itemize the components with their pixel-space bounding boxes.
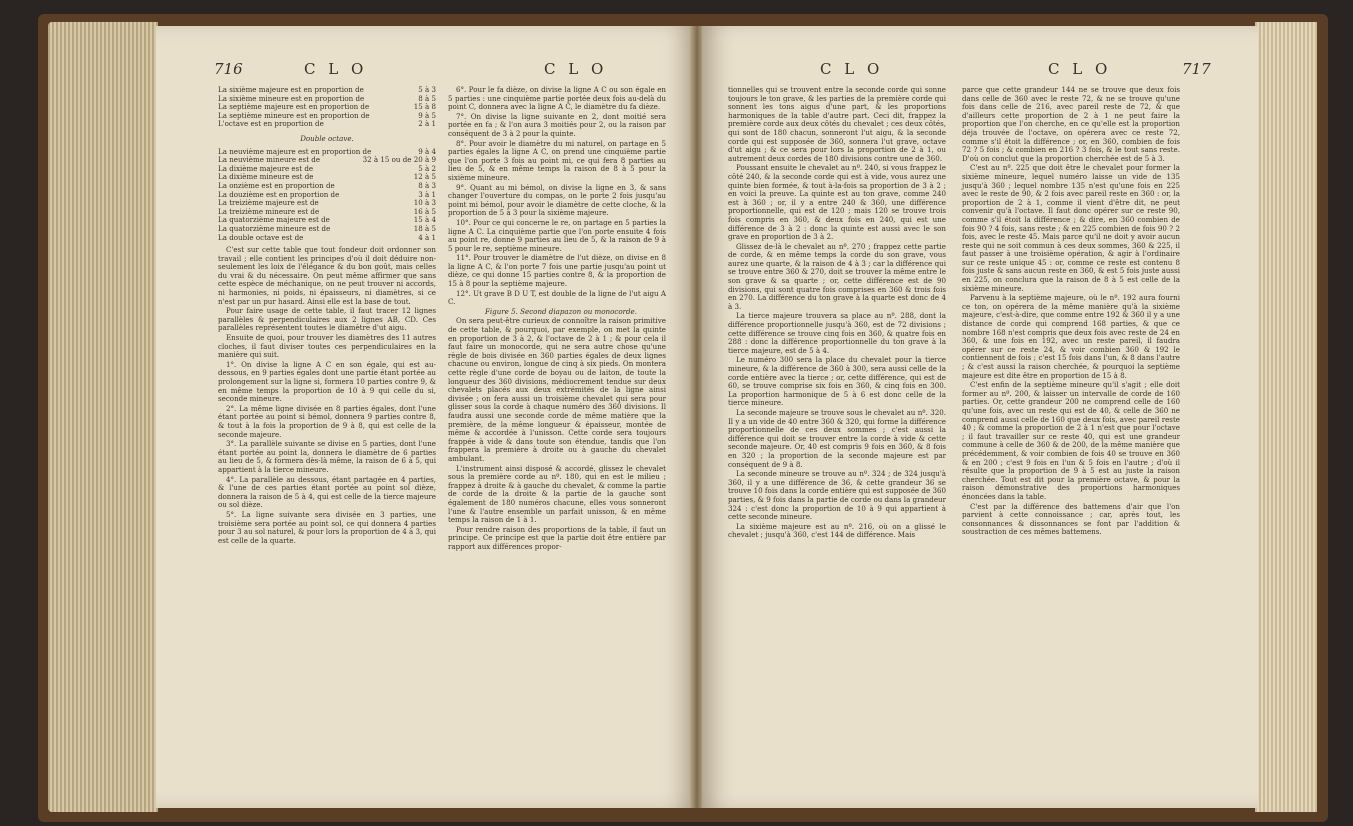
running-head: C L O: [304, 60, 368, 78]
paragraph: Le numéro 300 sera la place du chevalet pour la tierce mineure, & la différence de 360 à 300, sera aussi celle de la corde entière avec la tierce ; or, cette différence, qui est de 60, se trouve comprise six fois en 360, & cinq fois en 300. La proportion harmonique de 5 à 6 est donc celle de la tierce mineure.: [728, 355, 946, 408]
paragraph: 9°. Quant au mi bémol, on divise la ligne en 3, & sans changer l'ouverture du compas, on le porte 2 fois jusqu'au point mi bémol, pour avoir le diamètre de cette cloche, & la proportion de 5 à 3 pour la sixième majeure.: [448, 182, 666, 218]
right-page-column-2: [962, 86, 1180, 538]
table-row: La quatorzième majeure est de 15 à 4: [218, 215, 436, 225]
paragraph: Ensuite de quoi, pour trouver les diamètres des 11 autres cloches, il faut diviser toutes ces perpendiculaires en la manière qui suit.: [218, 333, 436, 360]
interval-table-1: [218, 86, 436, 129]
section-subhead: Double octave.: [300, 133, 354, 143]
right-page: [702, 26, 1258, 808]
left-page-column-2: [448, 86, 666, 552]
paragraph: 6°. Pour le fa dièze, on divise la ligne A C ou son égale en 5 parties : une cinquième partie portée deux fois au-delà du point C, donnera avec la ligne A C, le diamètre du fa dièze.: [448, 85, 666, 112]
paragraph: 3°. La parallèle suivante se divise en 5 parties, dont l'une étant portée au point la, donnera le diamètre de 6 parties au lieu de 5, & formera dès-là même, la raison de 6 à 5, qui appartient à la tierce mineure.: [218, 439, 436, 474]
interval-table-2: [218, 148, 436, 243]
left-page: [156, 26, 694, 808]
paragraph: C'est au nº. 225 que doit être le chevalet pour former la sixième mineure, lequel numéro laisse un vide de 135 jusqu'à 360 ; lequel nombre 135 n'est qu'une fois en 225 avec le reste de 90, & 2 fois avec pareil reste en 360 : or, la proportion de 2 à 1, comme il vient d'être dit, ne peut convenir qu'à l'octave. Il faut donc opérer sur ce reste 90, comme s'il étoit la différence ; & dire, en 360 combien de fois 90 ? 4 fois, sans reste ; & en 225 combien de fois 90 ? 2 fois, avec le reste 45. Mais parce qu'il ne doit y avoir aucun reste qui ne soit commun à ces deux sommes, 360 & 225, il faut passer à une troisième opération, & agir à l'ordinaire sur ce reste unique 45 : or, comme ce reste est contenu 8 fois juste & sans aucun reste en 360, & est 5 fois juste aussi en 225, on conclura que la raison de 8 à 5 est celle de la sixième mineure.: [962, 163, 1180, 293]
page-edges-left: [48, 22, 158, 812]
paragraph: C'est par la différence des battemens d'air que l'on parvient à cette connoissance ; car, après tout, les consonnances & dissonnances se font par l'addition & soustraction de ces mêmes battemens.: [962, 501, 1180, 537]
paragraph: 2°. La même ligne divisée en 8 parties égales, dont l'une étant portée au point si bémol, donnera 9 parties contre 8, & tout à la fois la proportion de 9 à 8, qui est celle de la seconde majeure.: [218, 403, 436, 439]
paragraph: 11°. Pour trouver le diamètre de l'ut dièze, on divise en 8 la ligne A C, & l'on porte 7 fois une partie jusqu'au point ut dièze, ce qui donne 15 parties contre 8, & la proportion de 15 à 8 pour la septième majeure.: [448, 253, 666, 289]
paragraph: Pour faire usage de cette table, il faut tracer 12 lignes parallèles & perpendiculaires aux 2 lignes AB, CD. Ces parallèles représentent toutes le diamètre d'ut aigu.: [218, 306, 436, 333]
table-row: La neuvième majeure est en proportion de 9 à 4: [218, 146, 436, 156]
left-page-column-1: [218, 86, 436, 546]
table-row: La neuvième mineure est de 32 à 15 ou de 20 à 9: [218, 155, 436, 165]
page-edges-right: [1255, 22, 1317, 812]
paragraph: 1°. On divise la ligne A C en son égale, qui est au-dessous, en 9 parties égales dont une partie étant portée au prolongement sur la ligne si, formera 10 parties contre 9, & en même temps la proportion de 10 à 9 qui celle du si, seconde mineure.: [218, 359, 436, 404]
table-row: La septième mineure est en proportion de 9 à 5: [218, 110, 436, 120]
page-number: 716: [214, 60, 243, 78]
paragraph: L'instrument ainsi disposé & accordé, glissez le chevalet sous la première corde au nº. 180, qui en est le milieu ; frappez à droite & à gauche du chevalet, & comme la partie de corde de la droite & la partie de la gauche sont également de 180 numéros chacune, elles vous sonneront l'une & l'autre ensemble un parfait unisson, & en même temps la raison de 1 à 1.: [448, 463, 666, 525]
table-row: La sixième mineure est en proportion de 8 à 5: [218, 93, 436, 103]
table-row: La treizième majeure est de 10 à 3: [218, 198, 436, 208]
running-head-center: C L O: [544, 60, 608, 78]
paragraph: On sera peut-être curieux de connoître la raison primitive de cette table, & pourquoi, par exemple, on met la quinte en proportion de 3 à 2, & l'octave de 2 à 1 ; & pour cela il faut faire un monocorde, qui ne sera autre chose qu'une règle de bois divisée en 360 parties égales de deux lignes chacune ou environ, longue de cinq à six pieds. On montera cette règle d'une corde de boyau ou de laiton, de toute la longueur des 360 divisions, médiocrement tendue sur deux chevalets placés aux deux extrémités de la ligne ainsi divisée ; on fera aussi un troisième chevalet qui sera pour glisser sous la corde à chaque numéro des 360 divisions. Il faudra aussi une seconde corde de même matière que la première, de la même longueur & épaisseur, montée de même & accordée à l'unisson. Cette corde sera toujours frappée à vide & dans toute son étendue, tandis que l'on frappera la première à droite ou à gauche du chevalet ambulant.: [448, 316, 666, 463]
paragraph: 8°. Pour avoir le diamètre du mi naturel, on partage en 5 parties égales la ligne A C, on prend une cinquième partie que l'on porte 3 fois au point mi, ce qui fera 8 parties au lieu de 5, & en même temps la raison de 8 à 5 pour la sixième mineure.: [448, 138, 666, 182]
running-head: C L O: [1048, 60, 1112, 78]
paragraph: Pour rendre raison des proportions de la table, il faut un principe. Ce principe est que la partie doit être entière par rapport aux différences propor-: [448, 524, 666, 551]
paragraph: 5°. La ligne suivante sera divisée en 3 parties, une troisième sera portée au point sol, ce qui donnera 4 parties pour 3 au sol naturel, & pour lors la proportion de 4 à 3, qui est celle de la quarte.: [218, 509, 436, 545]
table-row: La dixième majeure est de 5 à 2: [218, 163, 436, 173]
paragraph: 7°. On divise la ligne suivante en 2, dont moitié sera portée en fa ; & l'on aura 3 moitiés pour 2, ou la raison par conséquent de 3 à 2 pour la quinte.: [448, 111, 666, 138]
paragraph: La seconde majeure se trouve sous le chevalet au nº. 320. Il y a un vide de 40 entre 360 & 320, qui forme la différence proportionnelle de ces deux sommes ; c'est aussi la différence qui doit se trouver entre la corde à vide & cette seconde majeure. Or, 40 est compris 9 fois en 360, & 8 fois en 320 ; la proportion de la seconde majeure est par conséquent de 9 à 8.: [728, 407, 946, 469]
paragraph: 10°. Pour ce qui concerne le re, on partage en 5 parties la ligne A C. La cinquième partie que l'on porte ensuite 4 fois au point re, donne 9 parties au lieu de 5, & la raison de 9 à 5 pour le re, septième mineure.: [448, 217, 666, 253]
running-head-center: C L O: [820, 60, 884, 78]
paragraph: 4°. La parallèle au dessous, étant partagée en 4 parties, & l'une de ces parties étant portée au point sol dièze, donnera la raison de 5 à 4, qui est celle de la tierce majeure ou sol dièze.: [218, 474, 436, 510]
table-row: La onzième est en proportion de 8 à 3: [218, 180, 436, 190]
figure-caption: Figure 5. Second diapazon ou monocorde.: [484, 306, 638, 316]
paragraph: C'est enfin de la septième mineure qu'il s'agit ; elle doit former au nº. 200, & laisser un intervalle de corde de 160 parties. Or, cette grandeur 200 ne comprend celle de 160 qu'une fois, avec un reste qui est de 40, & celle de 360 ne comprend aussi celle de 160 que deux fois, avec pareil reste 40 ; & comme la proportion de 2 à 1 n'est que pour l'octave ; il faut travailler sur ce reste 40, qui est une grandeur commune à celle de 360 & de 200, de la même manière que précédemment, & voir combien de fois 40 se trouve en 360 & en 200 ; c'est 9 fois en l'un & 5 fois en l'autre ; d'où il résulte que la proportion de 9 à 5 est au juste la raison cherchée. Tout est dit pour la première octave, & pour la raison démonstrative des proportions harmoniques énoncées dans la table.: [962, 380, 1180, 501]
table-row: L'octave est en proportion de 2 à 1: [218, 119, 436, 129]
paragraph: Poussant ensuite le chevalet au nº. 240, si vous frappez le côté 240, & la seconde corde qui est à vide, vous aurez une quinte bien formée, & tout à-la-fois sa proportion de 3 à 2 ; en voici la preuve. La quinte est au ton grave, comme 240 est à 360 ; or, il y a entre 240 & 360, une différence proportionnelle, qui est de 120 ; mais 120 se trouve trois fois compris en 360, & deux fois en 240, qui est une différence de 3 à 2 : donc la quinte est aussi avec le son grave en proportion de 3 à 2.: [728, 163, 946, 242]
paragraph: tionnelles qui se trouvent entre la seconde corde qui sonne toujours le ton grave, & les parties de la première corde qui sonnent les tons aigus d'une part, & les proportions harmoniques de la table d'autre part. Ceci dit, frappez la première corde aux deux côtés du chevalet ; ces deux côtés, qui sont de 180 chacun, sonneront l'ut aigu, & la seconde corde qui est supposée de 360, sonnera l'ut grave, octave d'ut aigu ; & ce sera pour lors la proportion de 2 à 1, ou autrement deux cordes de 180 divisions contre une de 360.: [728, 85, 946, 163]
paragraph: La sixième majeure est au nº. 216, où on a glissé le chevalet ; jusqu'à 360, c'est 144 de différence. Mais: [728, 521, 946, 540]
paragraph: Parvenu à la septième majeure, où le nº. 192 aura fourni ce ton, on opérera de la même manière qu'à la sixième majeure, c'est-à-dire, que comme entre 192 & 360 il y a une distance de corde qui comprend 168 parties, & que ce nombre 168 n'est compris que deux fois avec reste de 24 en 360, & une fois en 192, avec un reste pareil, il faudra opérer sur ce reste 24, & voir combien 360 & 192 le contiennent de fois ; c'est 15 fois dans l'un, & 8 dans l'autre ; & c'est aussi la raison cherchée, & pourquoi la septième majeure est dite être en proportion de 15 à 8.: [962, 293, 1180, 380]
table-row: La sixième majeure est en proportion de 5 à 3: [218, 85, 436, 94]
paragraph: La seconde mineure se trouve au nº. 324 ; de 324 jusqu'à 360, il y a une différence de 36, & cette grandeur 36 se trouve 10 fois dans la corde entière qui est supposée de 360 parties, & 9 fois dans la partie de corde ou dans la grandeur 324 : c'est donc la proportion de 10 à 9 qui appartient à cette seconde mineure.: [728, 469, 946, 522]
table-row: La dixième mineure est de 12 à 5: [218, 172, 436, 182]
paragraph: C'est sur cette table que tout fondeur doit ordonner son travail ; elle contient les principes d'où il doit déduire non-seulement les loix de l'élégance & du bon goût, mais celles du vrai & du nécessaire. On peut même affirmer que sans cette espèce de méchanique, on ne peut trouver ni accords, ni harmonies, ni poids, ni épaisseurs, ni diamètres, si ce n'est par un pur hasard. Ainsi elle est la base de tout.: [218, 245, 436, 306]
table-row: La double octave est de 4 à 1: [218, 232, 436, 242]
paragraph: Glissez de-là le chevalet au nº. 270 ; frappez cette partie de corde, & en même temps la corde du son grave, vous aurez une quarte, & la raison de 4 à 3 ; car la différence qui se trouve entre 360 & 270, doit se trouver la même entre le son grave & sa quarte ; or, cette différence est de 90 divisions, qui sont quatre fois comprises en 360 & trois fois en 270. La différence du ton grave à la quarte est donc de 4 à 3.: [728, 241, 946, 311]
paragraph: La tierce majeure trouvera sa place au nº. 288, dont la différence proportionnelle jusqu'à 360, est de 72 divisions ; cette différence se trouve cinq fois en 360, & quatre fois en 288 : donc la différence proportionnelle du ton grave à la tierce majeure, est de 5 à 4.: [728, 311, 946, 355]
table-row: La treizième mineure est de 16 à 5: [218, 206, 436, 216]
table-row: La douzième est en proportion de 3 à 1: [218, 189, 436, 199]
paragraph: parce que cette grandeur 144 ne se trouve que deux fois dans celle de 360 avec le reste 72, & ne se trouve qu'une fois dans celle de 216, avec pareil reste de 72, & que d'ailleurs cette proportion de 2 à 1 ne peut faire la proportion que l'on cherche, en ce qu'elle est la proportion déja trouvée de l'octave, on opérera avec ce reste 72, comme s'il étoit la différence ; or, en 360, combien de fois 72 ? 5 fois ; & combien en 216 ? 3 fois, & le tout sans reste. D'où on conclut que la proportion cherchée est de 5 à 3.: [962, 85, 1180, 163]
right-page-column-1: [728, 86, 946, 541]
table-row: La septième majeure est en proportion de 15 à 8: [218, 102, 436, 112]
page-number: 717: [1182, 60, 1211, 78]
table-row: La quatorzième mineure est de 18 à 5: [218, 223, 436, 233]
paragraph: 12°. Ut grave B D U T, est double de la ligne de l'ut aigu A C.: [448, 288, 666, 307]
